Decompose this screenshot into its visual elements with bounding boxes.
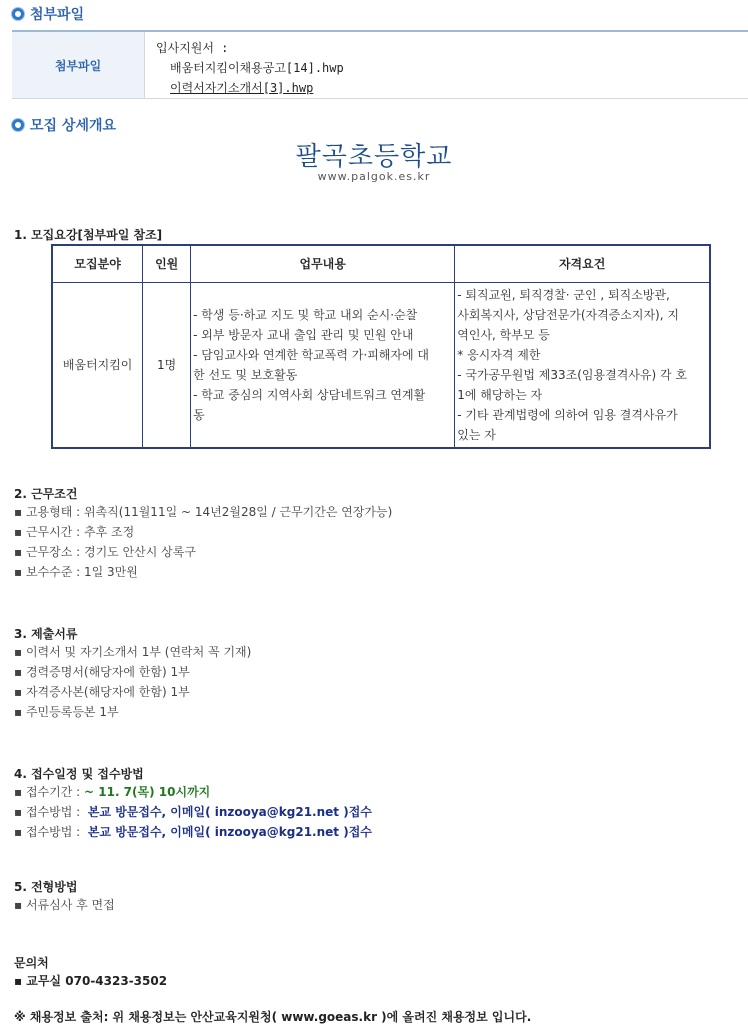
attachments-box	[12, 30, 748, 99]
table-header-row	[52, 245, 710, 282]
duties-cell: - 학생 등·하교 지도 및 학교 내외 순시·순찰 - 외부 방문자 교내 출입 관리 및 민원 안내 - 담임교사와 연계한 학교폭력 가·피해자에 대 한 선도 및 보호활동 - 학교 중심의 지역사회 상담네트워크 연계활 동	[191, 282, 455, 448]
school-name: 팔곡초등학교	[295, 142, 453, 172]
attachments-heading: 입사지원서 :	[156, 41, 229, 55]
section-3-lines: ▪ 이력서 및 자기소개서 1부 (연락처 꼭 기재) ▪ 경력증명서(해당자에 한함) 1부 ▪ 자격증사본(해당자에 한함) 1부 ▪ 주민등록등본 1부	[14, 645, 252, 719]
requirements-cell: - 퇴직교원, 퇴직경찰· 군인 , 퇴직소방관, 사회복지사, 상담전문가(자격증소지자), 지 역인사, 학부모 등 * 응시자격 제한 - 국가공무원법 제33조(임용결격사유) 각 호 1에 해당하는 자 - 기타 관계법령에 의하여 임용 결격사유가 있는 자	[455, 282, 710, 448]
table-header: 인원	[143, 245, 191, 282]
period-value: ~ 11. 7(목) 10시까지	[84, 785, 211, 799]
section-4-title: 4. 접수일정 및 접수방법	[14, 767, 144, 781]
recruitment-table	[51, 244, 711, 449]
school-url: www.palgok.es.kr	[317, 170, 431, 183]
attachment-file-link[interactable]: 배움터지킴이채용공고[14].hwp	[170, 61, 344, 75]
section-1-title: 1. 모집요강[첨부파일 참조]	[14, 228, 163, 242]
section-3-title: 3. 제출서류	[14, 627, 78, 641]
contact-title: 문의처	[14, 956, 49, 970]
detail-section-title: 모집 상세개요	[12, 115, 116, 135]
attachments-content	[145, 32, 344, 98]
contact-line: ▪ 교무실 070-4323-3502	[14, 974, 168, 988]
attachments-section-title: 첨부파일	[12, 4, 84, 24]
table-header: 자격요건	[455, 245, 710, 282]
attachment-file-link[interactable]: 이력서자기소개서[3].hwp	[170, 81, 314, 95]
section-2-title: 2. 근무조건	[14, 487, 78, 501]
circle-bullet-icon	[12, 119, 24, 131]
circle-bullet-icon	[12, 8, 24, 20]
attachments-label: 첨부파일	[12, 32, 145, 98]
table-header: 업무내용	[191, 245, 455, 282]
table-row	[52, 282, 710, 448]
section-2-lines: ▪ 고용형태 : 위촉직(11월11일 ~ 14년2월28일 / 근무기간은 연장가능) ▪ 근무시간 : 추후 조정 ▪ 근무장소 : 경기도 안산시 상록구 ▪ 보수수준 : 1일 3만원	[14, 505, 393, 579]
section-5-line: ▪ 서류심사 후 면접	[14, 898, 115, 912]
method-value: 본교 방문접수, 이메일( inzooya@kg21.net )접수	[87, 825, 372, 839]
footer-note: ※ 채용정보 출처: 위 채용정보는 안산교육지원청( www.goeas.kr )에 올려진 채용정보 입니다.	[14, 1010, 532, 1024]
table-header: 모집분야	[52, 245, 143, 282]
field-cell: 배움터지킴이	[52, 282, 143, 448]
count-cell: 1명	[143, 282, 191, 448]
section-5-title: 5. 전형방법	[14, 880, 78, 894]
method-value: 본교 방문접수, 이메일( inzooya@kg21.net )접수	[87, 805, 372, 819]
section-4-lines: ▪ 접수기간 : ~ 11. 7(목) 10시까지 ▪ 접수방법 : 본교 방문접수, 이메일( inzooya@kg21.net )접수 ▪ 접수방법 : 본교 방문접수, 이메일( inzooya@kg21.net )접수	[14, 785, 372, 839]
